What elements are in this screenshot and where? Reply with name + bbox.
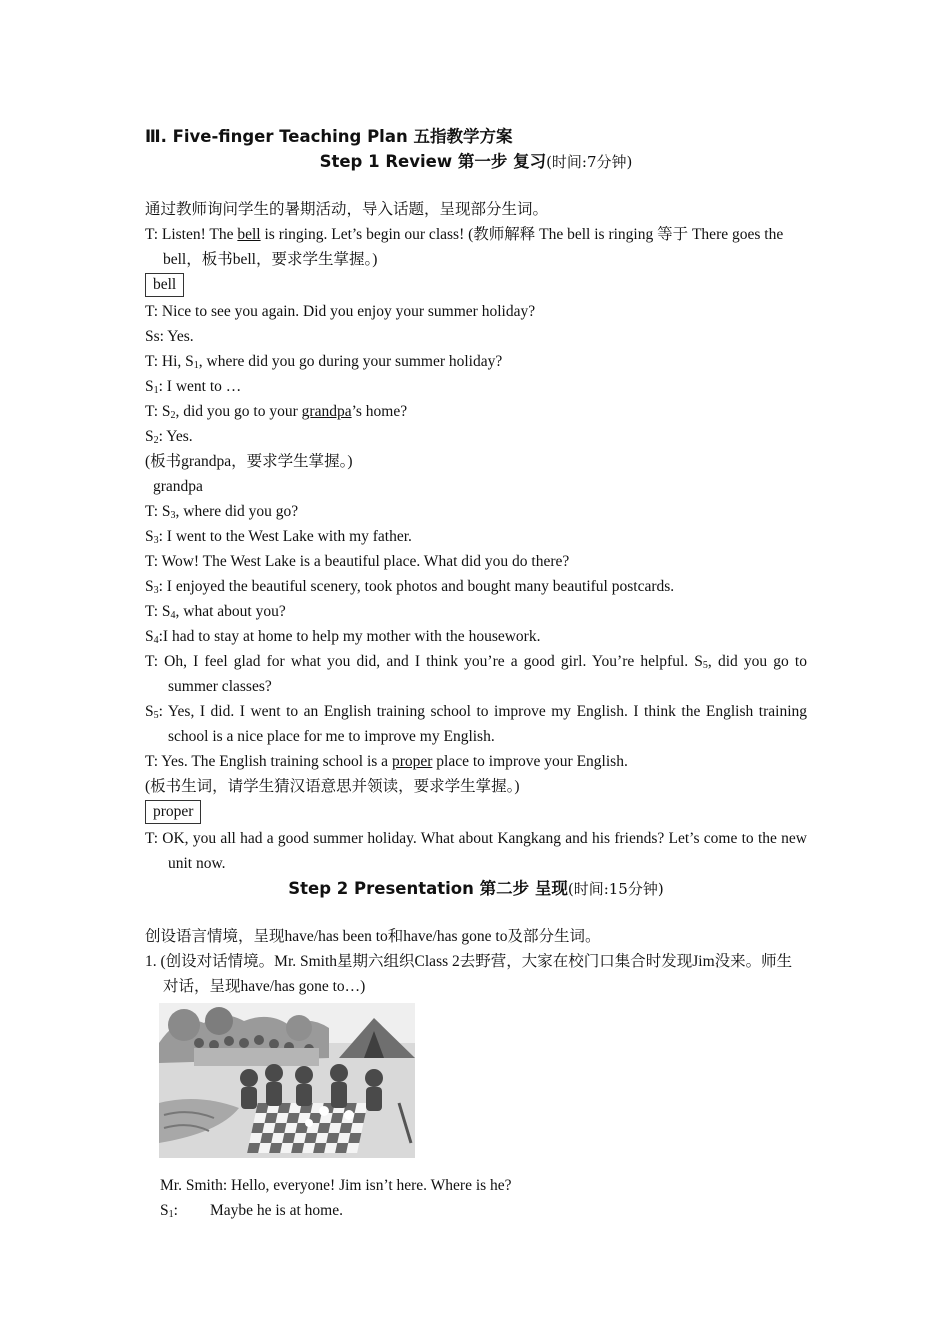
step1-heading [145,149,807,175]
dialog-line: $S_3$: I enjoyed the beautiful scenery, took photos and bought many beautiful postcards. [145,578,675,596]
vocab-underline: grandpa [301,403,352,420]
step1-time: (时间:7分钟) [546,153,633,171]
vocab-box-row [145,799,807,826]
vocab-box: bell [145,273,184,297]
dialog-line: T: Wow! The West Lake is a beautiful place. What did you do there? [145,553,570,570]
section-number: Ⅲ. [145,127,167,146]
camping-illustration [159,1003,415,1158]
dialog-line: T: OK, you all had a good summer holiday. What about Kangkang and his friends? Let’s come to the new unit now. [145,830,807,872]
dialog-line: T: Oh, I feel glad for what you did, and I think you’re a good girl. You’re helpful. $S_5$, did you go to summer classes? [145,653,807,695]
dialog-line: T: $S_3$, where did you go? [145,503,299,521]
dialog-line: $S_1$: Maybe he is at home. [160,1202,343,1220]
dialog-line: Ss: Yes. [145,328,194,345]
dialog-line: $S_5$: Yes, I did. I went to an English training school to improve my English. I think the English training school is a nice place for me to improve my English. [145,703,807,745]
vocab-underline: bell [237,226,261,243]
dialog-line: $S_1$: I went to … [145,378,242,396]
vocab-box: proper [145,800,201,824]
dialog-line: T: Hi, $S_1$, where did you go during your summer holiday? [145,353,503,371]
intro-paragraph: 通过教师询问学生的暑期活动，导入话题，呈现部分生词。 [145,201,549,218]
step1-title: Step 1 Review 第一步 复习 [319,152,547,171]
step2-title: Step 2 Presentation 第二步 呈现 [288,879,568,898]
board-note: (板书生词，请学生猜汉语意思并领读，要求学生掌握。) [145,778,520,795]
step2-heading [145,876,807,902]
board-note: (板书grandpa，要求学生掌握。) [145,453,353,470]
step2-time: (时间:15分钟) [567,880,664,898]
section-title-text: Five-finger Teaching Plan 五指教学方案 [166,127,513,146]
dialog-line: T: Nice to see you again. Did you enjoy your summer holiday? [145,303,536,320]
dialog-line: $S_2$: Yes. [145,428,193,446]
vocab-word: grandpa [153,478,203,495]
vocab-box-row [145,272,807,299]
section-title [145,124,807,149]
dialog-line: T: $S_4$, what about you? [145,603,286,621]
intro-paragraph: 创设语言情境，呈现have/has been to和have/has gone to及部分生词。 [145,928,601,945]
dialog-line: $S_4:I$ had to stay at home to help my mother with the housework. [145,628,541,646]
dialog-line: $S_3$: I went to the West Lake with my father. [145,528,412,546]
numbered-item: 1. (创设对话情境。Mr. Smith星期六组织Class 2去野营，大家在校门口集合时发现Jim没来。师生对话，呈现have/has gone to…) [145,953,793,995]
dialog-line: T: $S_2$, did you go to your grandpa’s home? [145,403,408,421]
document-page [145,124,807,1223]
dialog-line: Mr. Smith: Hello, everyone! Jim isn’t here. Where is he? [160,1177,512,1194]
dialog-line: T: Listen! The bell is ringing. Let’s begin our class! (教师解释 The bell is ringing 等于 There goes the bell，板书bell，要求学生掌握。) [145,226,784,268]
vocab-underline: proper [391,753,433,770]
dialog-line: T: Yes. The English training school is a proper place to improve your English. [145,753,628,770]
